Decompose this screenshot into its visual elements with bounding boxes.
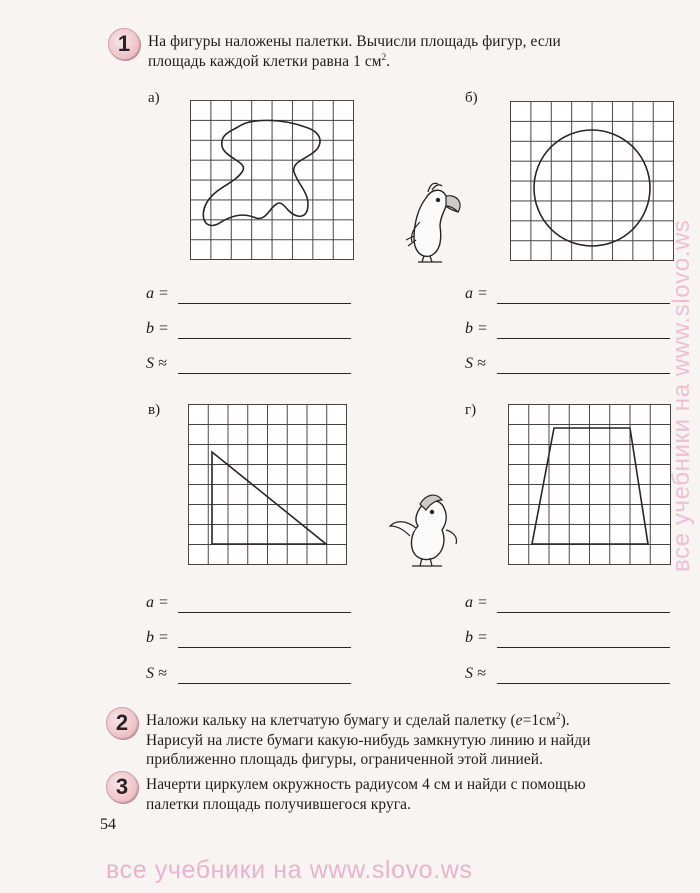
answer-b-bottom-left: b = — [146, 628, 351, 648]
answer-line[interactable] — [497, 373, 670, 374]
answer-line[interactable] — [178, 373, 351, 374]
task-2-badge — [106, 707, 138, 739]
answer-line[interactable] — [178, 338, 351, 339]
task-3-number: 3 — [115, 774, 129, 799]
answer-line[interactable] — [178, 647, 351, 648]
parrot-icon — [398, 178, 464, 264]
task-3-text — [146, 775, 691, 814]
watermark-bottom: все учебники на www.slovo.ws — [106, 856, 473, 884]
part-a-label: а) — [148, 90, 160, 106]
task-2-text — [146, 711, 691, 770]
answer-b-top-right: b = — [465, 319, 670, 339]
task-2-line-2: Нарисуй на листе бумаги какую-нибудь замкнутую линию и найди — [146, 731, 591, 749]
answer-a-top-right: a = — [465, 284, 670, 304]
answer-s-bottom-left: S ≈ — [146, 664, 351, 684]
task-3-line-2: палетки площадь получившегося круга. — [146, 795, 412, 813]
grid-b — [510, 101, 674, 261]
task-1-number: 1 — [117, 31, 131, 56]
task-1-line-2: площадь каждой клетки равна 1 $см^2$. — [148, 51, 391, 70]
trapezoid-figure — [508, 404, 670, 564]
task-2-number: 2 — [115, 710, 129, 735]
grid-a — [190, 100, 354, 260]
answer-a-bottom-left: a = — [146, 593, 351, 613]
task-1-badge — [108, 28, 140, 60]
answer-s-top-right: S ≈ — [465, 354, 670, 374]
answer-line[interactable] — [178, 683, 351, 684]
answer-s-top-left: S ≈ — [146, 354, 351, 374]
answer-b-bottom-right: b = — [465, 628, 670, 648]
part-v-label: в) — [148, 402, 161, 418]
answer-line[interactable] — [178, 303, 351, 304]
triangle-figure — [188, 404, 346, 564]
circle-figure — [510, 101, 673, 260]
task-1-line-1: На фигуры наложены палетки. Вычисли площадь фигур, если — [148, 33, 561, 50]
grid-v — [188, 404, 347, 565]
task-3-line-1: Начерти циркулем окружность радиусом 4 см и найди с помощью — [146, 776, 586, 793]
blob-figure — [190, 100, 353, 259]
answer-line[interactable] — [497, 647, 670, 648]
answer-line[interactable] — [497, 338, 670, 339]
task-2-line-3: приближенно площадь фигуры, ограниченной этой линией. — [146, 751, 544, 768]
answer-line[interactable] — [497, 683, 670, 684]
answer-a-top-left: a = — [146, 284, 351, 304]
watermark-side: все учебники на www.slovo.ws — [668, 219, 695, 572]
bird-icon — [386, 490, 460, 570]
answer-s-bottom-right: S ≈ — [465, 664, 670, 684]
answer-b-top-left: b = — [146, 319, 351, 339]
part-b-label: б) — [465, 90, 478, 106]
task-2-line-1: Наложи кальку на клетчатую бумагу и сделай палетку $(е=1см^2)$. — [146, 710, 570, 729]
grid-g — [508, 404, 671, 565]
answer-line[interactable] — [497, 303, 670, 304]
task-3-badge — [106, 771, 138, 803]
answer-line[interactable] — [178, 612, 351, 613]
answer-line[interactable] — [497, 612, 670, 613]
task-1-text — [148, 32, 688, 71]
answer-a-bottom-right: a = — [465, 593, 670, 613]
part-g-label: г) — [465, 402, 477, 418]
page-number: 54 — [100, 816, 116, 833]
